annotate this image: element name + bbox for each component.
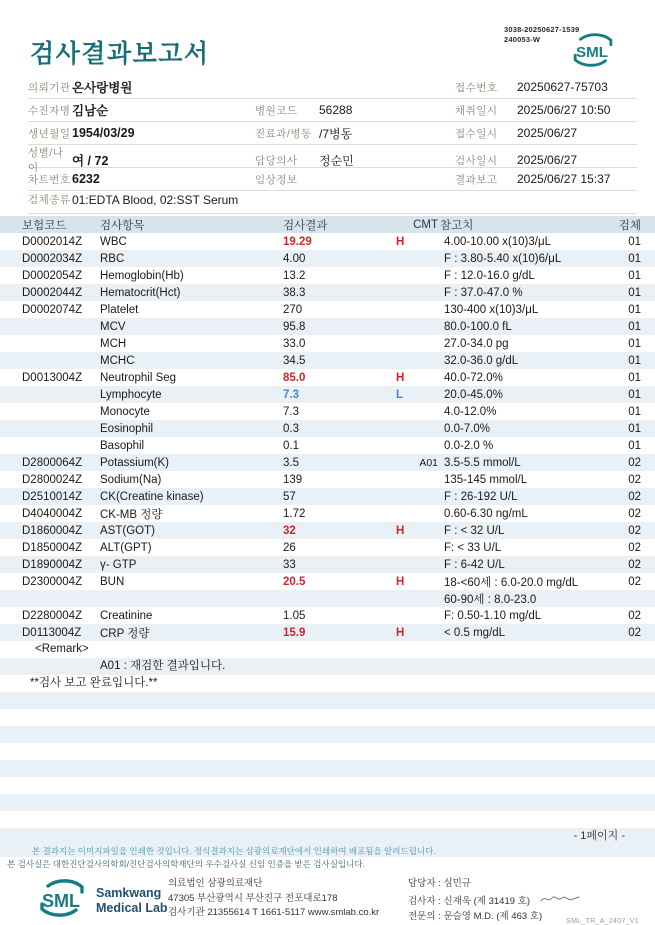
specimen-code: 01 (628, 303, 641, 316)
reference-range: F : 6-42 U/L (444, 558, 505, 571)
info-value: 01:EDTA Blood, 02:SST Serum (72, 192, 239, 207)
specimen-code: 02 (628, 609, 641, 622)
test-result: 95.8 (283, 320, 306, 333)
org-contact: 검사기관 21355614 T 1661-5117 www.smlab.co.kr (168, 907, 380, 919)
print-notice: 본 결과지는 이미지파일을 인쇄한 것입니다. 정식결과지는 삼광의료재단에서 인쇄하여 배포됨을 알려드립니다. (0, 845, 655, 857)
lab-name (96, 886, 168, 915)
org-name: 의료법인 삼광의료재단 (168, 878, 263, 889)
specimen-code: 02 (628, 626, 641, 639)
insurance-code: D4040004Z (22, 507, 83, 520)
test-result: 0.3 (283, 422, 299, 435)
insurance-code: D1890004Z (22, 558, 83, 571)
result-table-header (0, 216, 655, 233)
result-table-row (0, 420, 655, 437)
result-table-note-row: **검사 보고 완료입니다.** (30, 677, 158, 689)
staff-label: 전문의 : (408, 911, 441, 923)
staff-value: 심민규 (443, 878, 471, 889)
lab-name-line1: Samkwang (96, 886, 162, 901)
empty-row (0, 726, 655, 743)
result-table-row (0, 233, 655, 250)
test-result: 7.3 (283, 405, 299, 418)
reference-range: F: < 33 U/L (444, 541, 502, 554)
info-label: 검체종류 (28, 194, 71, 207)
specimen-code: 01 (628, 286, 641, 299)
reference-range: 32.0-36.0 g/dL (444, 354, 519, 367)
cmt-value: A01 (419, 456, 438, 469)
info-value: 정순민 (319, 153, 354, 168)
reference-range: F : 26-192 U/L (444, 490, 518, 503)
specimen-code: 01 (628, 269, 641, 282)
test-name: Lymphocyte (100, 388, 162, 401)
info-value: /7병동 (319, 126, 353, 141)
insurance-code: D2510014Z (22, 490, 83, 503)
result-table-row (0, 454, 655, 471)
test-name: CK(Creatine kinase) (100, 490, 204, 503)
staff-examiner (408, 892, 581, 911)
accreditation-notice: 본 검사실은 대한진단검사의학회/진단검사의학재단의 우수검사실 신임 인증을 받은 검사실입니다. (7, 859, 365, 869)
lab-name-line2: Medical Lab (96, 900, 168, 915)
test-name: WBC (100, 235, 127, 248)
result-table-row (0, 522, 655, 539)
result-table-row (0, 369, 655, 386)
insurance-code: D0002044Z (22, 286, 83, 299)
patient-info-row (28, 76, 637, 99)
empty-row (0, 760, 655, 777)
reference-range: < 0.5 mg/dL (444, 626, 506, 639)
specimen-code: 02 (628, 575, 641, 588)
test-name: MCV (100, 320, 126, 333)
specimen-code: 01 (628, 252, 641, 265)
specimen-code: 01 (628, 320, 641, 333)
result-table-body (0, 233, 655, 845)
test-name: BUN (100, 575, 125, 588)
result-table (0, 216, 655, 845)
test-result: 7.3 (283, 388, 299, 401)
insurance-code: D0002074Z (22, 303, 83, 316)
insurance-code: D2800024Z (22, 473, 83, 486)
svg-text:SML: SML (576, 44, 609, 62)
svg-text:SML: SML (42, 891, 80, 911)
test-result: 139 (283, 473, 303, 486)
staff-value: 문슬영 M.D. (제 463 호) (443, 911, 543, 923)
reference-range: 60-90세 : 8.0-23.0 (444, 593, 537, 606)
test-name: Eosinophil (100, 422, 154, 435)
result-table-row (0, 539, 655, 556)
patient-info (28, 76, 637, 214)
result-table-row (0, 403, 655, 420)
info-label: 담당의사 (255, 154, 298, 167)
result-table-row (0, 590, 655, 607)
info-value: 2025/06/27 (517, 126, 578, 140)
specimen-code: 02 (628, 541, 641, 554)
result-table-row (0, 505, 655, 522)
specimen-code: 01 (628, 388, 641, 401)
test-result: 20.5 (283, 575, 306, 588)
reference-range: 20.0-45.0% (444, 388, 503, 401)
test-name: Neutrophil Seg (100, 371, 177, 384)
test-result: 34.5 (283, 354, 306, 367)
test-result: 33.0 (283, 337, 306, 350)
result-table-note-row: <Remark> (35, 643, 89, 655)
info-label: 성별/나이 (28, 147, 64, 174)
abnormal-flag: H (396, 524, 405, 537)
sml-logo-icon (34, 876, 90, 925)
info-label: 채취일시 (455, 104, 498, 117)
col-reference: 참고치 (440, 219, 474, 232)
footer-organization (168, 877, 379, 921)
test-result: 57 (283, 490, 296, 503)
specimen-code: 01 (628, 337, 641, 350)
test-name: CK-MB 정량 (100, 508, 163, 521)
reference-range: 3.5-5.5 mmol/L (444, 456, 521, 469)
test-result: 1.72 (283, 507, 306, 520)
patient-info-row (28, 122, 637, 145)
specimen-code: 02 (628, 473, 641, 486)
abnormal-flag: H (396, 235, 405, 248)
info-value: 1954/03/29 (72, 126, 135, 140)
info-value: 여 / 72 (72, 154, 109, 168)
patient-info-row (28, 145, 637, 174)
info-label: 생년월일 (28, 127, 71, 140)
test-result: 32 (283, 524, 296, 537)
col-test-name: 검사항목 (100, 219, 145, 232)
test-name: MCHC (100, 354, 135, 367)
specimen-code: 02 (628, 490, 641, 503)
info-label: 병원코드 (255, 104, 298, 117)
info-value: 2025/06/27 15:37 (517, 172, 611, 186)
empty-row (0, 794, 655, 811)
insurance-code: D2800064Z (22, 456, 83, 469)
specimen-code: 02 (628, 456, 641, 469)
result-table-row (0, 386, 655, 403)
result-table-row (0, 607, 655, 624)
abnormal-flag: H (396, 371, 405, 384)
test-name: AST(GOT) (100, 524, 155, 537)
empty-row (0, 777, 655, 794)
info-value: 2025/06/27 (517, 153, 578, 167)
test-name: CRP 정량 (100, 627, 150, 640)
staff-label: 담당자 : (408, 878, 441, 889)
staff-label: 검사자 : (408, 895, 441, 907)
abnormal-flag: H (396, 575, 405, 588)
result-table-note-row: A01 : 재검한 결과입니다. (0, 658, 655, 675)
specimen-code: 02 (628, 558, 641, 571)
test-result: 270 (283, 303, 303, 316)
insurance-code: D0113004Z (22, 626, 82, 639)
insurance-code: D2280004Z (22, 609, 83, 622)
result-table-row (0, 573, 655, 590)
result-table-row (0, 250, 655, 267)
insurance-code: D0002054Z (22, 269, 83, 282)
info-label: 수진자명 (28, 104, 71, 117)
test-result: 33 (283, 558, 296, 571)
info-value: 56288 (319, 103, 353, 117)
info-label: 접수번호 (455, 81, 498, 94)
info-value: 김남순 (72, 104, 109, 118)
staff-value: 신재욱 (제 31419 호) (443, 895, 531, 907)
staff-specialist (408, 910, 581, 925)
specimen-code: 02 (628, 507, 641, 520)
test-result: 19.29 (283, 235, 312, 248)
empty-row (0, 811, 655, 828)
footer-staff (408, 877, 581, 925)
specimen-code: 01 (628, 235, 641, 248)
test-name: γ- GTP (100, 558, 137, 571)
col-specimen: 검체 (618, 219, 641, 232)
info-value: 6232 (72, 172, 100, 186)
reference-range: F : < 32 U/L (444, 524, 505, 537)
footer-logo (34, 876, 168, 925)
report-footer (0, 874, 655, 925)
document-code-line2: 240053-W (504, 35, 541, 45)
abnormal-flag: L (396, 388, 404, 401)
test-name: Hematocrit(Hct) (100, 286, 181, 299)
result-table-row (0, 556, 655, 573)
insurance-code: D0002034Z (22, 252, 83, 265)
reference-range: 4.0-12.0% (444, 405, 497, 418)
test-result: 4.00 (283, 252, 306, 265)
info-label: 차트번호 (28, 173, 71, 186)
result-table-row (0, 488, 655, 505)
test-result: 26 (283, 541, 296, 554)
info-label: 임상정보 (255, 173, 298, 186)
abnormal-flag: H (396, 626, 405, 639)
reference-range: 4.00-10.00 x(10)3/μL (444, 235, 551, 248)
reference-range: 0.60-6.30 ng/mL (444, 507, 528, 520)
specimen-code: 01 (628, 371, 641, 384)
info-label: 검사일시 (455, 154, 498, 167)
reference-range: 80.0-100.0 fL (444, 320, 512, 333)
reference-range: 40.0-72.0% (444, 371, 503, 384)
info-value: 2025/06/27 10:50 (517, 103, 611, 117)
info-label: 결과보고 (455, 173, 498, 186)
test-name: Basophil (100, 439, 145, 452)
test-result: 3.5 (283, 456, 299, 469)
test-name: RBC (100, 252, 125, 265)
specimen-code: 01 (628, 405, 641, 418)
insurance-code: D1850004Z (22, 541, 83, 554)
result-table-row (0, 335, 655, 352)
sml-logo-icon (568, 30, 618, 75)
test-name: Potassium(K) (100, 456, 170, 469)
info-value: 20250627-75703 (517, 80, 608, 94)
info-label: 의뢰기관 (28, 81, 71, 94)
specimen-code: 01 (628, 354, 641, 367)
test-name: Creatinine (100, 609, 153, 622)
staff-manager (408, 877, 581, 892)
patient-info-row (28, 99, 637, 122)
test-result: 85.0 (283, 371, 306, 384)
document-code-line1: 3038-20250627-1539 (504, 25, 580, 34)
signature-icon (539, 892, 581, 911)
insurance-code: D0002014Z (22, 235, 83, 248)
insurance-code: D1860004Z (22, 524, 83, 537)
col-cmt: CMT (413, 218, 438, 231)
reference-range: 0.0-2.0 % (444, 439, 494, 452)
reference-range: F: 0.50-1.10 mg/dL (444, 609, 542, 622)
reference-range: F : 37.0-47.0 % (444, 286, 523, 299)
patient-info-row (28, 191, 637, 214)
test-result: 15.9 (283, 626, 306, 639)
insurance-code: D0013004Z (22, 371, 83, 384)
specimen-code: 01 (628, 422, 641, 435)
document-version: SML_TR_A_2407_V1 (566, 918, 639, 925)
result-table-row (0, 301, 655, 318)
result-table-row (0, 624, 655, 641)
result-table-row (0, 284, 655, 301)
info-label: 진료과/병동 (255, 127, 312, 140)
report-title: 검사결과보고서 (30, 40, 210, 68)
result-table-row (0, 267, 655, 284)
test-result: 13.2 (283, 269, 306, 282)
specimen-code: 02 (628, 524, 641, 537)
empty-row (0, 743, 655, 760)
result-table-row (0, 437, 655, 454)
test-result: 0.1 (283, 439, 299, 452)
test-name: MCH (100, 337, 127, 350)
org-address: 47305 부산광역시 부산진구 전포대로178 (168, 892, 338, 904)
specimen-code: 01 (628, 439, 641, 452)
test-name: Sodium(Na) (100, 473, 162, 486)
patient-info-row (28, 168, 637, 191)
empty-row (0, 709, 655, 726)
result-table-row (0, 471, 655, 488)
col-result: 검사결과 (283, 219, 328, 232)
result-table-row (0, 318, 655, 335)
empty-row (0, 692, 655, 709)
reference-range: 0.0-7.0% (444, 422, 491, 435)
test-name: Monocyte (100, 405, 150, 418)
col-insurance-code: 보험코드 (22, 219, 67, 232)
test-name: Platelet (100, 303, 139, 316)
reference-range: F : 12.0-16.0 g/dL (444, 269, 535, 282)
reference-range: 130-400 x(10)3/μL (444, 303, 539, 316)
info-label: 접수일시 (455, 127, 498, 140)
reference-range: 135-145 mmol/L (444, 473, 528, 486)
page-indicator: - 1페이지 - (0, 828, 655, 845)
result-table-row (0, 352, 655, 369)
reference-range: F : 3.80-5.40 x(10)6/μL (444, 252, 562, 265)
reference-range: 27.0-34.0 pg (444, 337, 509, 350)
test-name: Hemoglobin(Hb) (100, 269, 184, 282)
test-name: ALT(GPT) (100, 541, 152, 554)
test-result: 38.3 (283, 286, 306, 299)
reference-range: 18-<60세 : 6.0-20.0 mg/dL (444, 576, 579, 589)
insurance-code: D2300004Z (22, 575, 83, 588)
test-result: 1.05 (283, 609, 306, 622)
info-value: 온사랑병원 (72, 81, 133, 95)
